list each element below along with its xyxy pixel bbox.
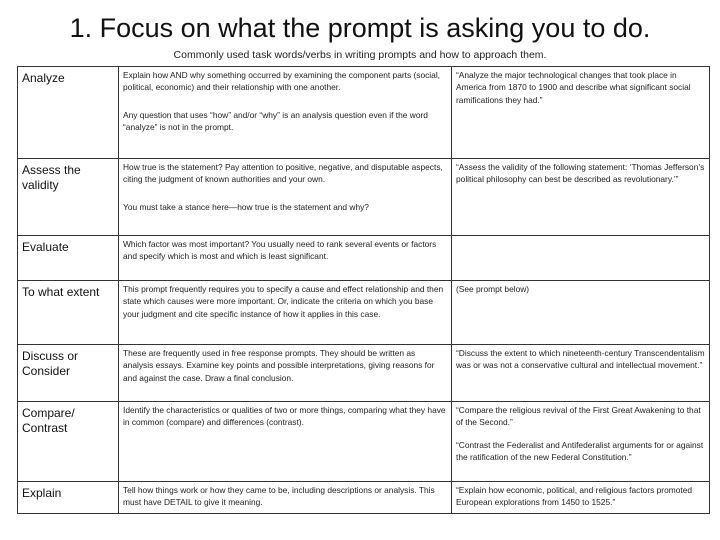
term-cell: Explain	[18, 482, 119, 514]
table-row	[18, 159, 710, 236]
term-cell: Assess the validity	[18, 159, 119, 236]
table-row	[18, 345, 710, 402]
example-text: “Compare the religious revival of the First Great Awakening to that of the Second.”	[456, 405, 701, 428]
table-row	[18, 67, 710, 159]
term-cell: To what extent	[18, 281, 119, 345]
term-cell: Discuss or Consider	[18, 345, 119, 402]
term-cell: Evaluate	[18, 236, 119, 281]
description-text: How true is the statement? Pay attention to positive, negative, and disputable aspects, citing the judgment of known authorities and your own.	[123, 162, 443, 185]
description-cell: Identify the characteristics or qualities of two or more things, comparing what they have in common (compare) and differences (contrast).	[119, 402, 452, 482]
table-row	[18, 281, 710, 345]
example-cell: (See prompt below)	[452, 281, 710, 345]
table-row	[18, 236, 710, 281]
description-note: You must take a stance here—how true is the statement and why?	[123, 201, 369, 212]
description-note: Any question that uses “how” and/or “why” is an analysis question even if the word “analyze” is not in the prompt.	[123, 109, 428, 133]
description-text: Explain how AND why something occurred by examining the component parts (social, political, economic) and their relationship with one another.	[123, 70, 441, 93]
task-words-table	[17, 66, 710, 514]
table-row	[18, 482, 710, 514]
term-cell: Compare/ Contrast	[18, 402, 119, 482]
description-cell: Tell how things work or how they came to be, including descriptions or analysis. This must have DETAIL to give it meaning.	[119, 482, 452, 514]
example-cell: “Assess the validity of the following statement: ‘Thomas Jefferson’s political philosophy can best be described as revolutionary.’”	[452, 159, 710, 236]
description-cell: These are frequently used in free response prompts. They should be written as analysis essays. Examine key points and possible interpretations, giving reasons for and against the case. Draw a final conclusion.	[119, 345, 452, 402]
example-text-2: “Contrast the Federalist and Antifederalist arguments for or against the ratification of the new Federal Constitution.”	[456, 439, 704, 463]
description-cell: Which factor was most important? You usually need to rank several events or factors and specify which is most and which is least significant.	[119, 236, 452, 281]
term-cell: Analyze	[18, 67, 119, 159]
description-cell	[119, 67, 452, 159]
example-cell: “Discuss the extent to which nineteenth-century Transcendentalism was or was not a conservative cultural and intellectual movement.”	[452, 345, 710, 402]
example-cell	[452, 236, 710, 281]
description-cell: This prompt frequently requires you to specify a cause and effect relationship and then state which causes were more important. Or, indicate the criteria on which you base your judgment and cite specific instance of how it applies in this case.	[119, 281, 452, 345]
table-row	[18, 402, 710, 482]
example-cell: “Analyze the major technological changes that took place in America from 1870 to 1900 and describe what significant social ramifications they had.”	[452, 67, 710, 159]
example-cell: “Explain how economic, political, and religious factors promoted European explorations from 1450 to 1525.”	[452, 482, 710, 514]
description-cell	[119, 159, 452, 236]
page-subtitle: Commonly used task words/verbs in writing prompts and how to approach them.	[173, 49, 547, 61]
page-title: 1. Focus on what the prompt is asking you to do.	[69, 13, 651, 43]
example-cell	[452, 402, 710, 482]
